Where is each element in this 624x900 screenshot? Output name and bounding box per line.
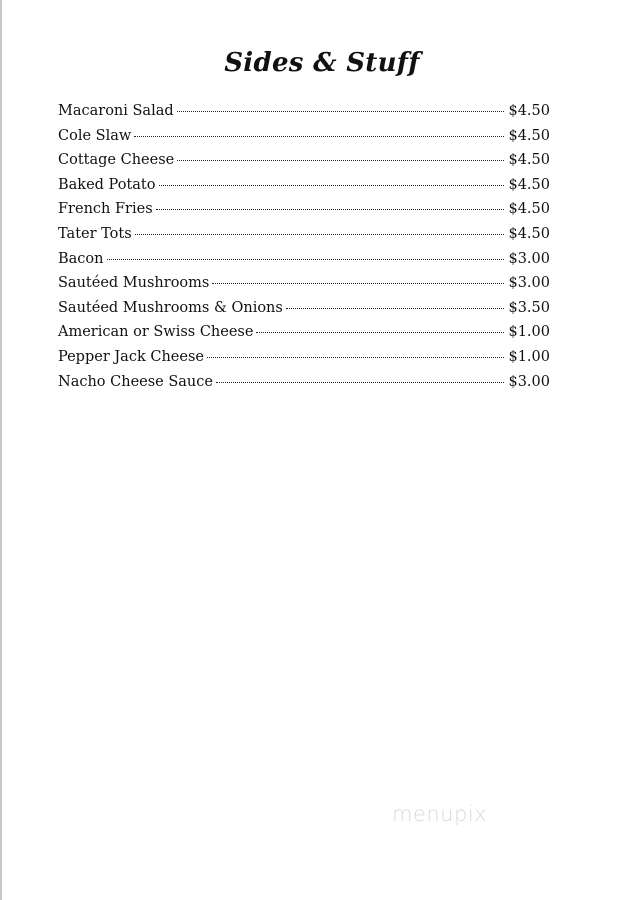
menu-item [58, 103, 550, 128]
dot-leader [135, 234, 505, 235]
menu-item-price: $4.50 [508, 152, 550, 169]
menu-item-price: $3.00 [508, 373, 550, 390]
menu-item-name: Bacon [58, 250, 104, 267]
dot-leader [216, 382, 505, 383]
menu-item [58, 300, 550, 325]
menu-item [58, 226, 550, 251]
menu-item-price: $4.50 [508, 103, 550, 119]
menu-item-name: Macaroni Salad [58, 103, 174, 119]
menu-item [58, 374, 550, 399]
dot-leader [156, 209, 505, 210]
menu-item [58, 251, 550, 276]
watermark-logo: menupix [392, 802, 488, 826]
menu-item-price: $1.00 [508, 348, 550, 365]
dot-leader [286, 308, 505, 309]
menu-item-price: $4.50 [508, 225, 550, 242]
menu-item [58, 201, 550, 226]
dot-leader [177, 160, 504, 161]
menu-list [58, 103, 550, 398]
menu-item-name: French Fries [58, 201, 153, 218]
menu-item-price: $1.00 [508, 324, 550, 341]
menu-item [58, 152, 550, 177]
menu-item-name: Pepper Jack Cheese [58, 348, 204, 365]
menu-item [58, 275, 550, 300]
menu-item-price: $3.00 [508, 275, 550, 292]
menu-item-name: Tater Tots [58, 225, 132, 242]
dot-leader [177, 111, 505, 112]
dot-leader [134, 136, 504, 137]
menu-item [58, 349, 550, 374]
menu-item-name: Baked Potato [58, 176, 156, 193]
menu-item-price: $4.50 [508, 201, 550, 218]
menu-item-name: American or Swiss Cheese [58, 324, 254, 341]
menu-item [58, 324, 550, 349]
menu-item-price: $4.50 [508, 127, 550, 144]
menu-item-name: Sautéed Mushrooms & Onions [58, 299, 283, 316]
menu-item-name: Cottage Cheese [58, 152, 175, 169]
dot-leader [256, 332, 504, 333]
menu-item-name: Nacho Cheese Sauce [58, 373, 213, 390]
menu-item-price: $4.50 [508, 176, 550, 193]
menu-item-name: Cole Slaw [58, 127, 132, 144]
menu-item [58, 128, 550, 153]
menu-item-price: $3.00 [508, 250, 550, 267]
menu-item-price: $3.50 [508, 299, 550, 316]
dot-leader [212, 283, 504, 284]
dot-leader [159, 185, 505, 186]
menu-item [58, 177, 550, 202]
dot-leader [207, 357, 505, 358]
page-title: Sides & Stuff [224, 48, 420, 78]
menu-item-name: Sautéed Mushrooms [58, 275, 210, 292]
dot-leader [107, 259, 505, 260]
